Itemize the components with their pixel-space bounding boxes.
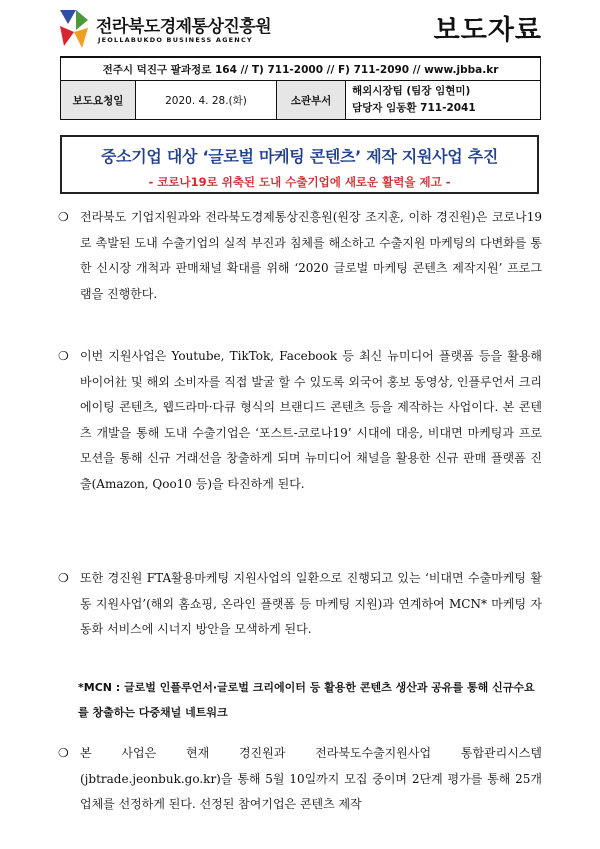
paragraph-1 [58, 205, 542, 307]
bullet-icon: ❍ [58, 571, 69, 585]
bullet-icon: ❍ [58, 746, 69, 760]
paragraph-4 [58, 741, 542, 818]
paragraph-text: 본 사업은 현재 경진원과 전라북도수출지원사업 통합관리시스템(jbtrade.jeonbuk.go.kr)을 통해 5월 10일까지 모집 중이며 2단계 평가를 통해 25개 업체를 선정하게 된다. 선정된 참여기업은 콘텐츠 제작 [80, 746, 542, 812]
bullet-icon: ❍ [58, 349, 69, 363]
department-team: 해외시장팀 (팀장 임현미) [352, 85, 471, 97]
agency-logo-icon [56, 6, 92, 50]
contact-line: 전주시 덕진구 팔과정로 164 // T) 711-2000 // F) 711-2090 // www.jbba.kr [61, 57, 541, 81]
department-contact: 담당자 임동환 711-2041 [352, 102, 476, 114]
department-label: 소관부서 [277, 81, 346, 120]
department-value [346, 81, 541, 120]
org-name-english: JEOLLABUKDO BUSINESS AGENCY [98, 36, 253, 44]
document-type-title: 보도자료 [433, 15, 542, 46]
request-date-value: 2020. 4. 28.(화) [136, 81, 277, 120]
request-date-label: 보도요청일 [61, 81, 136, 120]
org-name-korean: 전라북도경제통상진흥원 [96, 17, 272, 37]
mcn-footnote: *MCN : 글로벌 인플루언서·글로벌 크리에이터 등 활용한 콘텐츠 생산과 공유를 통해 신규수요를 창출하는 다중채널 네트워크 [78, 681, 535, 719]
paragraph-2 [58, 344, 542, 498]
subheadline: - 코로나19로 위축된 도내 수출기업에 새로운 활력을 제고 - [148, 175, 451, 189]
document-header [56, 6, 542, 52]
paragraph-text: 전라북도 기업지원과와 전라북도경제통상진흥원(원장 조지훈, 이하 경진원)은 코로나19로 촉발된 도내 수출기업의 실적 부진과 침체를 해소하고 수출지원 마케팅의 다변화를 통한 신시장 개척과 판매채널 확대를 위해 ‘2020 글로벌 마케팅 콘텐츠 제작지원’ 프로그램을 진행한다. [80, 210, 542, 301]
paragraph-text: 이번 지원사업은 Youtube, TikTok, Facebook 등 최신 뉴미디어 플랫폼 등을 활용해 바이어社 및 해외 소비자를 직접 발굴 할 수 있도록 외국어 홍보 동영상, 인플루언서 크리에이팅 콘텐츠, 웹드라마·다큐 형식의 브랜디드 콘텐츠 등을 제작하는 사업이다. 본 콘텐츠 개발을 통해 도내 수출기업은 ‘포스트-코로나19’ 시대에 대응, 비대면 마케팅과 프로모션을 통해 신규 거래선을 창출하게 되며 뉴미디어 채널을 활용한 신규 판매 플랫폼 진출(Amazon, Qoo10 등)을 타진하게 된다. [80, 349, 542, 491]
headline-box [60, 135, 539, 194]
release-info-table [60, 56, 541, 120]
paragraph-3 [58, 566, 542, 643]
bullet-icon: ❍ [58, 210, 69, 224]
paragraph-text: 또한 경진원 FTA활용마케팅 지원사업의 일환으로 진행되고 있는 ‘비대면 수출마케팅 활동 지원사업’(해외 홈쇼핑, 온라인 플랫폼 등 마케팅 지원)과 연계하여 MCN* 마케팅 자동화 서비스에 시너지 방안을 모색하게 된다. [80, 571, 542, 637]
headline: 중소기업 대상 ‘글로벌 마케팅 콘텐츠’ 제작 지원사업 추진 [100, 147, 499, 166]
